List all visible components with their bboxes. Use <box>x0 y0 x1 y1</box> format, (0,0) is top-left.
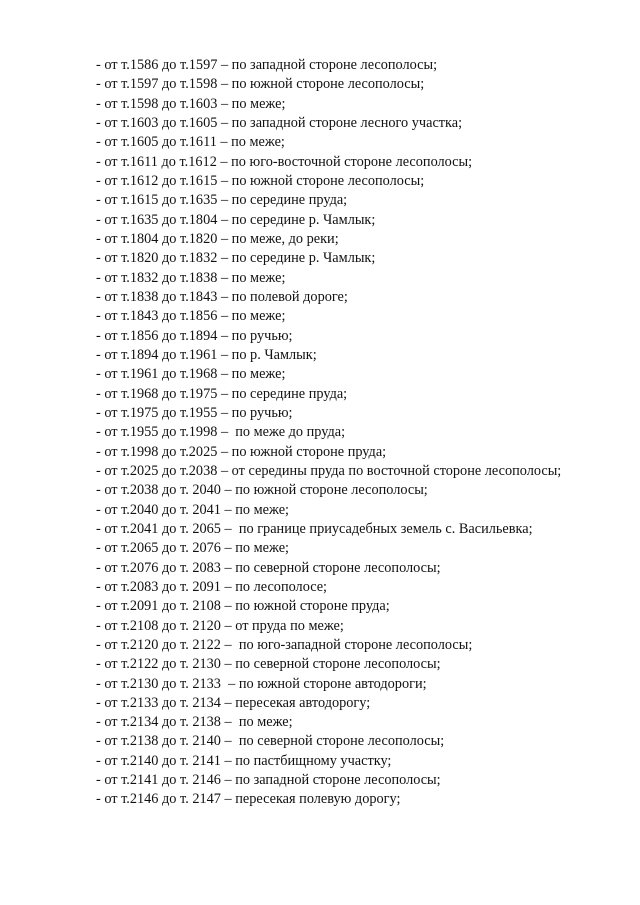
boundary-line: - от т.2040 до т. 2041 – по меже; <box>96 501 290 518</box>
boundary-line: - от т.2038 до т. 2040 – по южной стороне лесополосы; <box>96 482 428 499</box>
boundary-line: - от т.1603 до т.1605 – по западной стороне лесного участка; <box>96 114 463 131</box>
boundary-line: - от т.2146 до т. 2147 – пересекая полевую дорогу; <box>96 791 401 808</box>
boundary-line: - от т.1894 до т.1961 – по р. Чамлык; <box>96 346 317 363</box>
boundary-line: - от т.2140 до т. 2141 – по пастбищному участку; <box>96 752 392 769</box>
boundary-line: - от т.1955 до т.1998 – по меже до пруда; <box>96 424 346 441</box>
boundary-line: - от т.2065 до т. 2076 – по меже; <box>96 540 290 557</box>
boundary-line: - от т.1961 до т.1968 – по меже; <box>96 366 286 383</box>
boundary-line: - от т.1615 до т.1635 – по середине пруда; <box>96 192 348 209</box>
boundary-line: - от т.2138 до т. 2140 – по северной стороне лесополосы; <box>96 733 445 750</box>
boundary-description-list <box>96 56 626 810</box>
boundary-line: - от т.2108 до т. 2120 – от пруда по меже; <box>96 617 344 634</box>
boundary-line: - от т.2025 до т.2038 – от середины пруда по восточной стороне лесополосы; <box>96 462 562 479</box>
boundary-line: - от т.2141 до т. 2146 – по западной стороне лесополосы; <box>96 772 441 789</box>
boundary-line: - от т.1611 до т.1612 – по юго-восточной стороне лесополосы; <box>96 153 473 170</box>
boundary-line: - от т.1612 до т.1615 – по южной стороне лесополосы; <box>96 172 425 189</box>
boundary-line: - от т.1605 до т.1611 – по меже; <box>96 134 285 151</box>
boundary-line: - от т.1820 до т.1832 – по середине р. Чамлык; <box>96 250 376 267</box>
boundary-line: - от т.1832 до т.1838 – по меже; <box>96 269 286 286</box>
boundary-line: - от т.2041 до т. 2065 – по границе приусадебных земель с. Васильевка; <box>96 520 533 537</box>
boundary-line: - от т.2076 до т. 2083 – по северной стороне лесополосы; <box>96 559 441 576</box>
boundary-line: - от т.2134 до т. 2138 – по меже; <box>96 714 293 731</box>
boundary-line: - от т.1597 до т.1598 – по южной стороне лесополосы; <box>96 76 425 93</box>
boundary-line: - от т.1975 до т.1955 – по ручью; <box>96 404 293 421</box>
boundary-line: - от т.1586 до т.1597 – по западной стороне лесополосы; <box>96 57 438 73</box>
boundary-line: - от т.1843 до т.1856 – по меже; <box>96 308 286 325</box>
boundary-line: - от т.1804 до т.1820 – по меже, до реки; <box>96 230 339 247</box>
boundary-line: - от т.2120 до т. 2122 – по юго-западной стороне лесополосы; <box>96 636 473 653</box>
boundary-line: - от т.1968 до т.1975 – по середине пруда; <box>96 385 348 402</box>
boundary-line: - от т.1838 до т.1843 – по полевой дороге; <box>96 288 348 305</box>
boundary-line: - от т.2122 до т. 2130 – по северной стороне лесополосы; <box>96 656 441 673</box>
boundary-line: - от т.1635 до т.1804 – по середине р. Чамлык; <box>96 211 376 228</box>
boundary-line: - от т.2130 до т. 2133 – по южной стороне автодороги; <box>96 675 427 692</box>
boundary-line: - от т.1998 до т.2025 – по южной стороне пруда; <box>96 443 387 460</box>
boundary-line: - от т.1856 до т.1894 – по ручью; <box>96 327 293 344</box>
boundary-line: - от т.2133 до т. 2134 – пересекая автодорогу; <box>96 694 371 711</box>
boundary-line: - от т.2091 до т. 2108 – по южной стороне пруда; <box>96 598 390 615</box>
boundary-line: - от т.1598 до т.1603 – по меже; <box>96 95 286 112</box>
boundary-line: - от т.2083 до т. 2091 – по лесополосе; <box>96 578 328 595</box>
